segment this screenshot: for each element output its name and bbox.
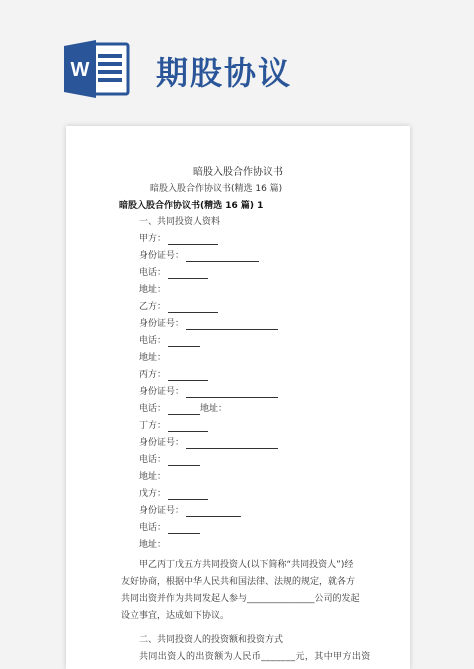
document-page [66,126,410,669]
svg-text:W: W [70,59,90,81]
field-phone [139,523,200,534]
field-phone [139,455,200,466]
banner [0,0,474,110]
field-label: 身份证号： [139,387,185,397]
field-id [139,438,278,449]
blank-line [168,303,218,313]
field-label: 身份证号： [139,506,185,516]
blank-line [168,456,200,466]
field-label: 甲方： [139,234,167,244]
field-label: 身份证号： [139,251,185,261]
field-phone [139,268,208,279]
blank-line [168,422,208,432]
field-label: 电话： [139,455,167,465]
banner-title: 期股协议 [156,54,293,92]
field-label: 电话： [139,523,167,533]
agreement-paragraph: 甲乙丙丁戊五方共同投资人(以下简称“共同投资人”)经友好协商，根据中华人民共和国法律、法规的规定，就各方共同出资并作为共同发起人参与_______________公司的发起设立事宜，达成如下协议。 [121,560,360,621]
field-phone-address [139,404,227,415]
field-label: 身份证号： [139,319,185,329]
field-label: 电话： [139,404,167,414]
field-id [139,251,259,262]
blank-line [186,507,241,517]
field-label: 丙方： [139,370,167,380]
field-label: 电话： [139,268,167,278]
field-wu [139,489,208,500]
blank-line [168,269,208,279]
blank-line [186,320,278,330]
investment-paragraph: 共同出资人的出资额为人民币_______元，其中甲方出资 [139,652,371,662]
field-label: 地址： [200,404,228,414]
field-jia [139,234,218,245]
blank-line [168,405,200,415]
field-ding [139,421,208,432]
field-id [139,319,278,330]
field-label: 丁方： [139,421,167,431]
field-label: 电话： [139,336,167,346]
blank-line [168,235,218,245]
field-id [139,506,241,517]
word-document-icon [62,38,132,100]
field-address: 地址： [139,472,167,482]
blank-line [186,439,278,449]
section-1-heading: 一、共同投资人资料 [139,217,221,227]
field-bing [139,370,208,381]
field-phone [139,336,200,347]
field-label: 戊方： [139,489,167,499]
document-subtitle: 暗股入股合作协议书(精选 16 篇) [150,184,283,194]
blank-line [168,337,200,347]
field-address: 地址： [139,285,167,295]
document-title: 暗股入股合作协议书 [193,167,283,178]
section-2-heading: 二、共同投资人的投资额和投资方式 [139,635,284,645]
blank-line [168,524,200,534]
field-yi [139,302,218,313]
document-heading: 暗股入股合作协议书(精选 16 篇) 1 [119,201,264,211]
field-id [139,387,278,398]
field-address: 地址： [139,353,167,363]
blank-line [168,490,208,500]
blank-line [186,388,278,398]
blank-line [168,371,208,381]
blank-line [186,252,259,262]
field-label: 身份证号： [139,438,185,448]
field-address: 地址： [139,540,167,550]
field-label: 乙方： [139,302,167,312]
